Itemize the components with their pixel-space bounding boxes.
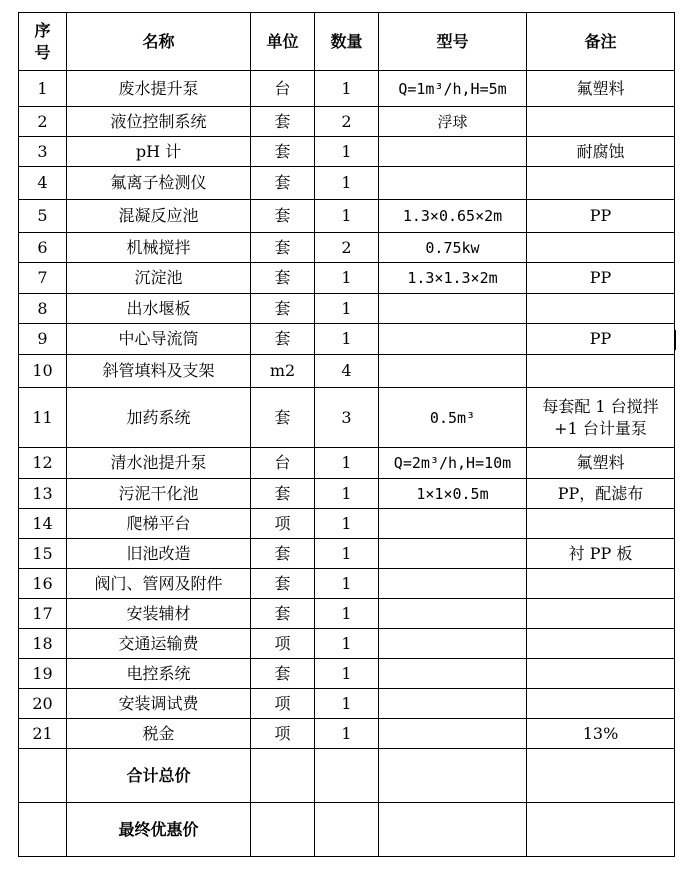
table-row xyxy=(19,107,675,137)
cell-note: 氟塑料 xyxy=(527,448,675,479)
cell-model xyxy=(379,294,527,324)
cell-note xyxy=(527,107,675,137)
cell-name: 沉淀池 xyxy=(67,263,251,294)
final-model-cell xyxy=(379,803,527,857)
cell-unit: 套 xyxy=(251,107,315,137)
table-row xyxy=(19,719,675,749)
cell-model: 1×1×0.5m xyxy=(379,479,527,509)
cell-qty: 3 xyxy=(315,388,379,448)
cell-seq: 11 xyxy=(19,388,67,448)
cell-seq: 6 xyxy=(19,233,67,263)
cell-model: 1.3×0.65×2m xyxy=(379,200,527,233)
total-model-cell xyxy=(379,749,527,803)
cell-seq: 3 xyxy=(19,137,67,167)
cell-model xyxy=(379,629,527,659)
cell-unit: 套 xyxy=(251,479,315,509)
cell-note: 每套配 1 台搅拌+1 台计量泵 xyxy=(527,388,675,448)
cell-model: 浮球 xyxy=(379,107,527,137)
table-row xyxy=(19,263,675,294)
cell-seq: 2 xyxy=(19,107,67,137)
cell-qty: 1 xyxy=(315,137,379,167)
cell-seq: 14 xyxy=(19,509,67,539)
cell-model: Q=2m³/h,H=10m xyxy=(379,448,527,479)
cell-name: 废水提升泵 xyxy=(67,71,251,107)
cell-seq: 19 xyxy=(19,659,67,689)
cell-model: 0.75kw xyxy=(379,233,527,263)
cell-unit: 台 xyxy=(251,71,315,107)
cell-name: 污泥干化池 xyxy=(67,479,251,509)
cell-unit: 套 xyxy=(251,599,315,629)
cell-name: 爬梯平台 xyxy=(67,509,251,539)
header-unit: 单位 xyxy=(251,13,315,71)
cell-qty: 2 xyxy=(315,107,379,137)
cell-note: PP xyxy=(527,324,675,355)
cell-model xyxy=(379,569,527,599)
table-row xyxy=(19,324,675,355)
cell-qty: 1 xyxy=(315,324,379,355)
cell-note: 氟塑料 xyxy=(527,71,675,107)
cell-qty: 1 xyxy=(315,539,379,569)
cell-model xyxy=(379,719,527,749)
header-seq: 序号 xyxy=(19,13,67,71)
cell-qty: 1 xyxy=(315,263,379,294)
equipment-quotation-table xyxy=(18,12,675,857)
header-model: 型号 xyxy=(379,13,527,71)
final-note-cell xyxy=(527,803,675,857)
cell-unit: 套 xyxy=(251,659,315,689)
cell-unit: 项 xyxy=(251,719,315,749)
table-row xyxy=(19,200,675,233)
cell-note: 13% xyxy=(527,719,675,749)
cell-seq: 4 xyxy=(19,167,67,200)
text-cursor xyxy=(675,330,676,350)
cell-note xyxy=(527,659,675,689)
cell-note xyxy=(527,629,675,659)
final-price-row xyxy=(19,803,675,857)
cell-name: 阀门、管网及附件 xyxy=(67,569,251,599)
cell-unit: 项 xyxy=(251,689,315,719)
cell-unit: 套 xyxy=(251,137,315,167)
table-row xyxy=(19,479,675,509)
cell-seq: 20 xyxy=(19,689,67,719)
cell-name: 混凝反应池 xyxy=(67,200,251,233)
cell-name: 机械搅拌 xyxy=(67,233,251,263)
cell-name: 出水堰板 xyxy=(67,294,251,324)
cell-unit: 台 xyxy=(251,448,315,479)
cell-name: pH 计 xyxy=(67,137,251,167)
header-row xyxy=(19,13,675,71)
cell-seq: 15 xyxy=(19,539,67,569)
table-row xyxy=(19,233,675,263)
table-row xyxy=(19,599,675,629)
table-row xyxy=(19,689,675,719)
cell-qty: 1 xyxy=(315,659,379,689)
cell-seq: 8 xyxy=(19,294,67,324)
table-row xyxy=(19,659,675,689)
cell-model xyxy=(379,659,527,689)
cell-qty: 2 xyxy=(315,233,379,263)
table-row xyxy=(19,629,675,659)
total-note-cell xyxy=(527,749,675,803)
cell-note xyxy=(527,569,675,599)
cell-unit: 套 xyxy=(251,388,315,448)
table-row xyxy=(19,569,675,599)
cell-model: 0.5m³ xyxy=(379,388,527,448)
cell-seq: 13 xyxy=(19,479,67,509)
table-row xyxy=(19,137,675,167)
cell-qty: 4 xyxy=(315,355,379,388)
header-name: 名称 xyxy=(67,13,251,71)
cell-note xyxy=(527,689,675,719)
cell-note: 耐腐蚀 xyxy=(527,137,675,167)
table-row xyxy=(19,539,675,569)
cell-unit: 套 xyxy=(251,539,315,569)
cell-name: 税金 xyxy=(67,719,251,749)
cell-seq: 16 xyxy=(19,569,67,599)
cell-model xyxy=(379,599,527,629)
total-unit-cell xyxy=(251,749,315,803)
cell-seq: 21 xyxy=(19,719,67,749)
table-row xyxy=(19,71,675,107)
cell-unit: m2 xyxy=(251,355,315,388)
cell-model xyxy=(379,167,527,200)
final-seq-cell xyxy=(19,803,67,857)
table-row xyxy=(19,294,675,324)
cell-qty: 1 xyxy=(315,200,379,233)
cell-qty: 1 xyxy=(315,167,379,200)
table-row xyxy=(19,355,675,388)
cell-qty: 1 xyxy=(315,294,379,324)
table-body xyxy=(19,71,675,749)
cell-unit: 套 xyxy=(251,324,315,355)
cell-model xyxy=(379,137,527,167)
cell-note xyxy=(527,167,675,200)
total-price-label: 合计总价 xyxy=(67,749,251,803)
cell-note xyxy=(527,294,675,324)
cell-unit: 项 xyxy=(251,629,315,659)
cell-name: 旧池改造 xyxy=(67,539,251,569)
cell-unit: 套 xyxy=(251,167,315,200)
total-qty-cell xyxy=(315,749,379,803)
cell-name: 清水池提升泵 xyxy=(67,448,251,479)
cell-seq: 12 xyxy=(19,448,67,479)
cell-model xyxy=(379,539,527,569)
total-seq-cell xyxy=(19,749,67,803)
table-row xyxy=(19,388,675,448)
cell-name: 加药系统 xyxy=(67,388,251,448)
cell-seq: 5 xyxy=(19,200,67,233)
cell-name: 电控系统 xyxy=(67,659,251,689)
table-row xyxy=(19,448,675,479)
table-row xyxy=(19,509,675,539)
cell-seq: 10 xyxy=(19,355,67,388)
header-qty: 数量 xyxy=(315,13,379,71)
cell-seq: 7 xyxy=(19,263,67,294)
cell-note: PP，配滤布 xyxy=(527,479,675,509)
cell-qty: 1 xyxy=(315,479,379,509)
cell-seq: 18 xyxy=(19,629,67,659)
final-qty-cell xyxy=(315,803,379,857)
cell-model xyxy=(379,324,527,355)
final-unit-cell xyxy=(251,803,315,857)
cell-model xyxy=(379,509,527,539)
cell-unit: 套 xyxy=(251,263,315,294)
cell-qty: 1 xyxy=(315,599,379,629)
cell-seq: 17 xyxy=(19,599,67,629)
cell-unit: 套 xyxy=(251,233,315,263)
cell-note xyxy=(527,233,675,263)
cell-unit: 套 xyxy=(251,569,315,599)
cell-unit: 项 xyxy=(251,509,315,539)
cell-note: 衬 PP 板 xyxy=(527,539,675,569)
cell-note xyxy=(527,509,675,539)
cell-qty: 1 xyxy=(315,448,379,479)
cell-unit: 套 xyxy=(251,200,315,233)
cell-qty: 1 xyxy=(315,509,379,539)
cell-name: 安装调试费 xyxy=(67,689,251,719)
cell-note xyxy=(527,355,675,388)
header-note: 备注 xyxy=(527,13,675,71)
cell-name: 液位控制系统 xyxy=(67,107,251,137)
cell-seq: 1 xyxy=(19,71,67,107)
cell-model: 1.3×1.3×2m xyxy=(379,263,527,294)
table-row xyxy=(19,167,675,200)
cell-qty: 1 xyxy=(315,71,379,107)
cell-note xyxy=(527,599,675,629)
cell-model xyxy=(379,689,527,719)
cell-note: PP xyxy=(527,200,675,233)
cell-name: 氟离子检测仪 xyxy=(67,167,251,200)
cell-name: 安装辅材 xyxy=(67,599,251,629)
total-row xyxy=(19,749,675,803)
cell-qty: 1 xyxy=(315,629,379,659)
cell-name: 交通运输费 xyxy=(67,629,251,659)
cell-note: PP xyxy=(527,263,675,294)
cell-seq: 9 xyxy=(19,324,67,355)
cell-name: 中心导流筒 xyxy=(67,324,251,355)
cell-name: 斜管填料及支架 xyxy=(67,355,251,388)
cell-qty: 1 xyxy=(315,569,379,599)
cell-qty: 1 xyxy=(315,689,379,719)
cell-model: Q=1m³/h,H=5m xyxy=(379,71,527,107)
final-price-label: 最终优惠价 xyxy=(67,803,251,857)
cell-model xyxy=(379,355,527,388)
cell-qty: 1 xyxy=(315,719,379,749)
cell-unit: 套 xyxy=(251,294,315,324)
